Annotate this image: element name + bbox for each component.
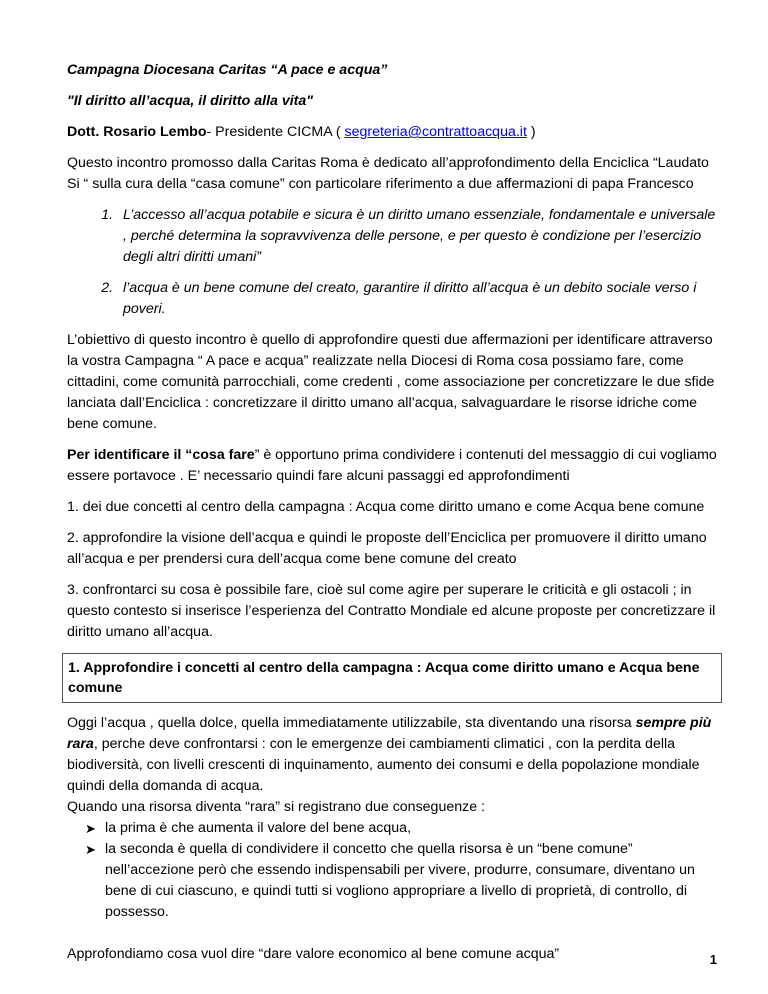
affirmations-list <box>67 205 717 320</box>
identify-rest: ” è opportuno prima condividere i contenuti del messaggio di cui vogliamo essere portavoce . E’ necessario quindi fare alcuni passaggi ed approfondimenti <box>67 447 717 484</box>
identify-lead: Per identificare il “cosa fare <box>67 447 255 463</box>
author-email-link[interactable]: segreteria@contrattoacqua.it <box>344 124 527 140</box>
section-1-heading: 1. Approfondire i concetti al centro della campagna : Acqua come diritto umano e Acqua bene comune <box>62 653 722 703</box>
campaign-title: Campagna Diocesana Caritas “A pace e acqua” <box>67 62 388 78</box>
affirmation-item: 1. L’accesso all’acqua potabile e sicura è un diritto umano essenziale, fondamentale e universale , perché determina la sopravvivenza delle persone, e per questo è condizione per l’esercizio degli altri diritti umani” <box>117 205 717 268</box>
consequence-item <box>85 818 717 839</box>
page-number: 1 <box>709 952 717 967</box>
author-line <box>67 122 717 143</box>
rarity-text-after: , perche deve confrontarsi : con le emergenze dei cambiamenti climatici , con la perdita della biodiversità, con livelli crescenti di inquinamento, aumento dei consumi e della popolazione mondiale quindi della domanda di acqua. <box>67 736 700 794</box>
objective-paragraph: L’obiettivo di questo incontro è quello di approfondire questi due affermazioni per identificare attraverso la vostra Campagna “ A pace e acqua” realizzate nella Diocesi di Roma cosa possiamo fare, come cittadini, come comunità parrocchiali, come credenti , come associazione per concretizzare le due sfide lanciata dall’Enciclica : concretizzare il diritto umano all’acqua, salvaguardare le risorse idriche come bene comune. <box>67 332 715 432</box>
step-item: 2. approfondire la visione dell’acqua e quindi le proposte dell’Enciclica per promuovere il diritto umano all’acqua e per prendersi cura dell’acqua come bene comune del creato <box>67 530 707 567</box>
arrow-bullet-icon: ➤ <box>85 821 96 836</box>
author-role-prefix: - Presidente CICMA ( <box>206 124 345 140</box>
consequences-intro: Quando una risorsa diventa “rara” si registrano due conseguenze : <box>67 799 485 815</box>
identify-paragraph <box>67 445 717 487</box>
author-role-suffix: ) <box>526 124 536 140</box>
step-item: 3. confrontarci su cosa è possibile fare, cioè sul come agire per superare le criticità e gli ostacoli ; in questo contesto si inserisce l’esperienza del Contratto Mondiale ed alcune proposte per concretizzare il diritto umano all’acqua. <box>67 582 716 640</box>
document-body <box>67 60 717 975</box>
rarity-emphasis: sempre più rara <box>67 715 712 752</box>
affirmation-item: 2. l’acqua è un bene comune del creato, garantire il diritto all’acqua è un debito sociale verso i poveri. <box>117 278 717 320</box>
consequences-list <box>67 818 717 923</box>
rarity-text-before: Oggi l’acqua , quella dolce, quella immediatamente utilizzabile, sta diventando una risorsa <box>67 715 636 731</box>
consequence-text: la prima è che aumenta il valore del bene acqua, <box>105 820 412 836</box>
consequence-item <box>85 839 717 923</box>
closing-paragraph: Approfondiamo cosa vuol dire “dare valore economico al bene comune acqua” <box>67 946 560 962</box>
step-item: 1. dei due concetti al centro della campagna : Acqua come diritto umano e come Acqua bene comune <box>67 499 705 515</box>
intro-paragraph: Questo incontro promosso dalla Caritas Roma è dedicato all’approfondimento della Enciclica “Laudato Si “ sulla cura della “casa comune” con particolare riferimento a due affermazioni di papa Francesco <box>67 155 709 192</box>
author-name: Dott. Rosario Lembo <box>67 124 207 140</box>
document-subtitle: "Il diritto all’acqua, il diritto alla vita" <box>67 93 314 109</box>
rarity-paragraph <box>67 713 717 797</box>
arrow-bullet-icon: ➤ <box>85 842 96 857</box>
consequence-text: la seconda è quella di condividere il concetto che quella risorsa è un “bene comune” nell’accezione però che essendo indispensabili per vivere, produrre, consumare, diventano un bene di cui ciascuno, e quindi tutti si vogliono appropriare a livello di proprietà, di controllo, di possesso. <box>105 841 695 920</box>
